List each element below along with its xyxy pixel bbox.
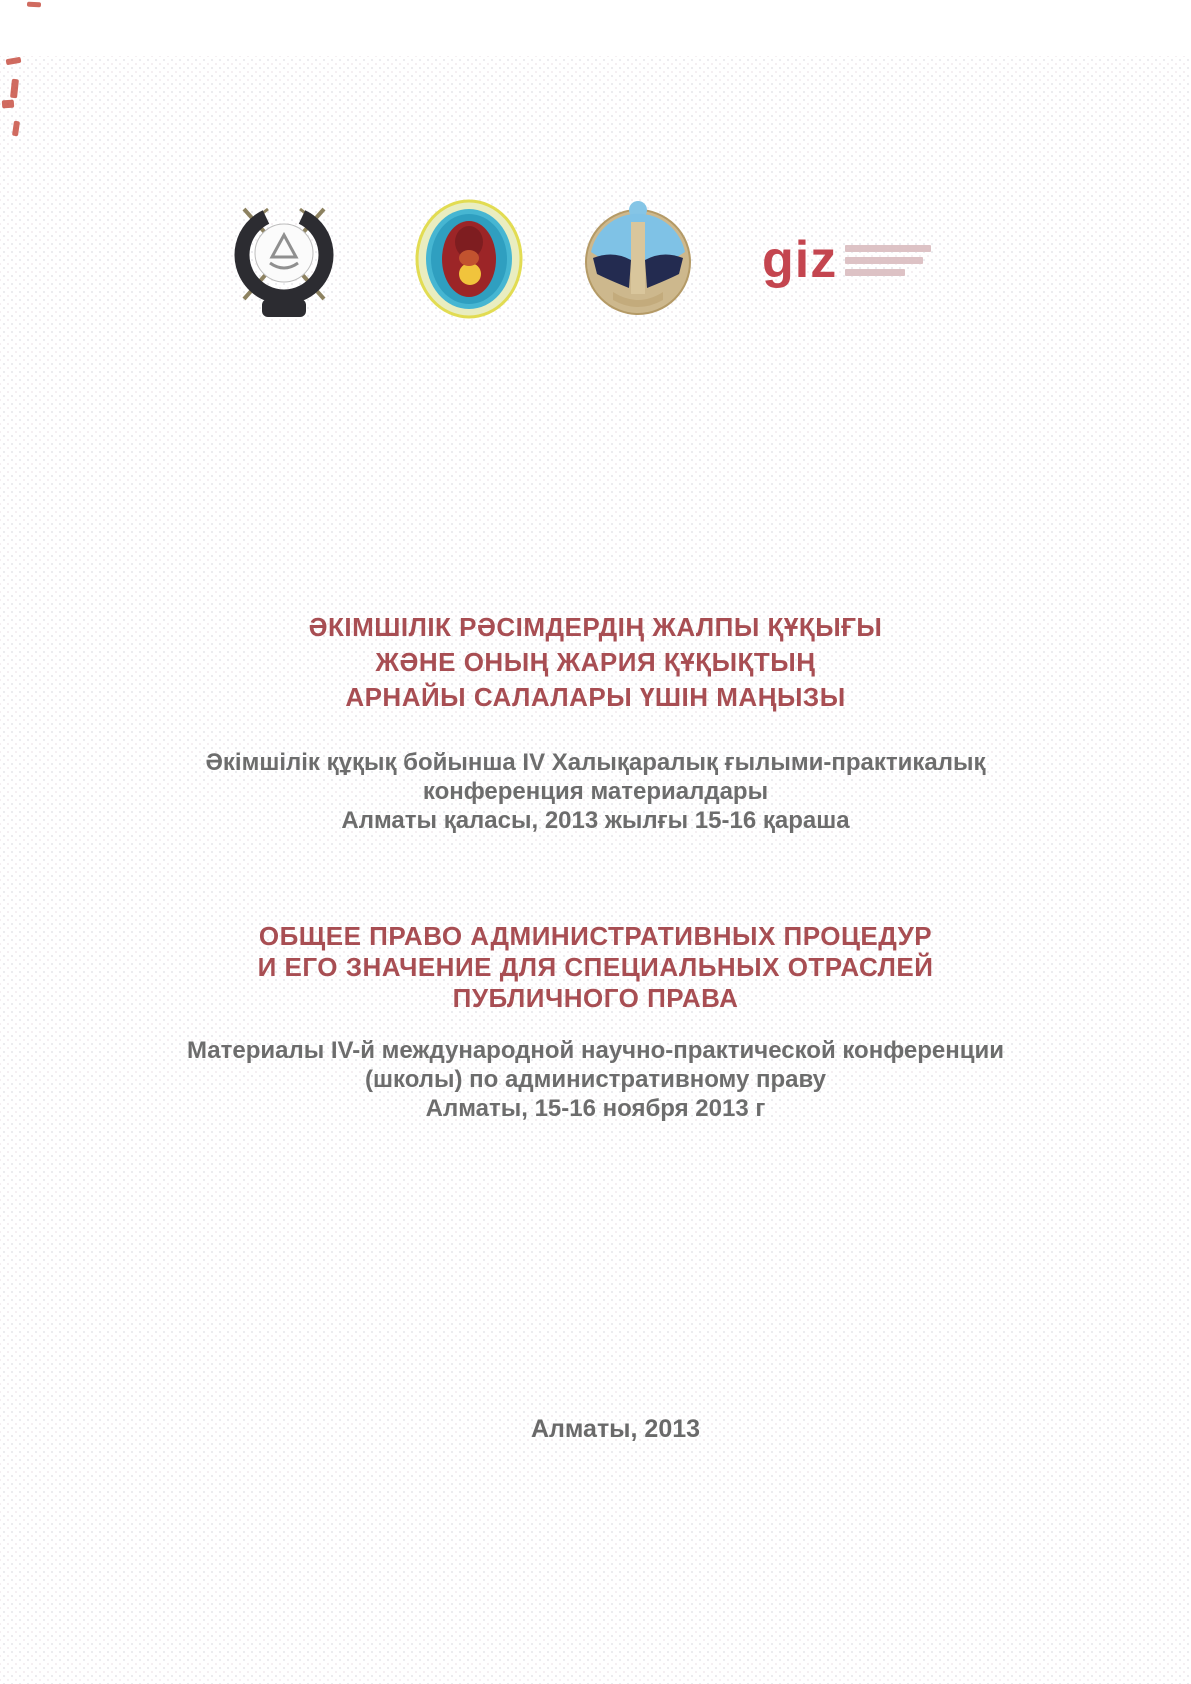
scan-artifact <box>6 57 22 66</box>
law-academy-emblem-logo <box>583 196 693 325</box>
scan-artifact <box>2 100 15 109</box>
scan-artifact <box>27 2 41 8</box>
kazakh-title <box>0 610 1191 715</box>
giz-wordmark: giz <box>762 231 838 289</box>
russian-subtitle-line-3: Алматы, 15-16 ноября 2013 г <box>425 1095 766 1122</box>
kazakh-title-line-3: АРНАЙЫ САЛАЛАРЫ ҮШІН МАҢЫЗЫ <box>345 682 846 712</box>
scan-artifact <box>10 79 19 99</box>
russian-subtitle-line-1: Материалы IV-й международной научно-практической конференции <box>186 1037 1005 1064</box>
kazakh-subtitle-line-3: Алматы қаласы, 2013 жылғы 15-16 қараша <box>341 807 850 834</box>
russian-title-line-2: И ЕГО ЗНАЧЕНИЕ ДЛЯ СПЕЦИАЛЬНЫХ ОТРАСЛЕЙ <box>257 952 934 982</box>
law-academy-emblem-icon <box>583 196 693 320</box>
kazakh-subtitle-line-1: Әкімшілік құқық бойынша IV Халықаралық ғылыми-практикалық <box>205 749 986 776</box>
scan-top-margin <box>0 0 1191 56</box>
russian-title-line-3: ПУБЛИЧНОГО ПРАВА <box>452 983 739 1013</box>
university-seal-logo <box>415 198 523 325</box>
kazakh-title-line-1: ӘКІМШІЛІК РӘСІМДЕРДІҢ ЖАЛПЫ ҚҰҚЫҒЫ <box>308 612 883 642</box>
imprint-text: Алматы, 2013 <box>530 1415 701 1443</box>
kazakh-title-line-2: ЖӘНЕ ОНЫҢ ЖАРИЯ ҚҰҚЫҚТЫҢ <box>375 647 816 677</box>
kazakh-subtitle <box>0 748 1191 835</box>
russian-subtitle <box>0 1036 1191 1123</box>
justice-emblem-logo <box>230 195 338 328</box>
giz-logo <box>762 222 932 298</box>
university-seal-icon <box>415 198 523 320</box>
russian-title <box>0 921 1191 1014</box>
imprint <box>0 1414 1191 1444</box>
scan-artifact <box>12 121 20 137</box>
russian-title-line-1: ОБЩЕЕ ПРАВО АДМИНИСТРАТИВНЫХ ПРОЦЕДУР <box>258 921 933 951</box>
kazakh-subtitle-line-2: конференция материалдары <box>422 778 769 805</box>
justice-emblem-icon <box>230 195 338 323</box>
russian-subtitle-line-2: (школы) по административному праву <box>365 1066 826 1093</box>
giz-descriptor-lines <box>845 245 931 276</box>
